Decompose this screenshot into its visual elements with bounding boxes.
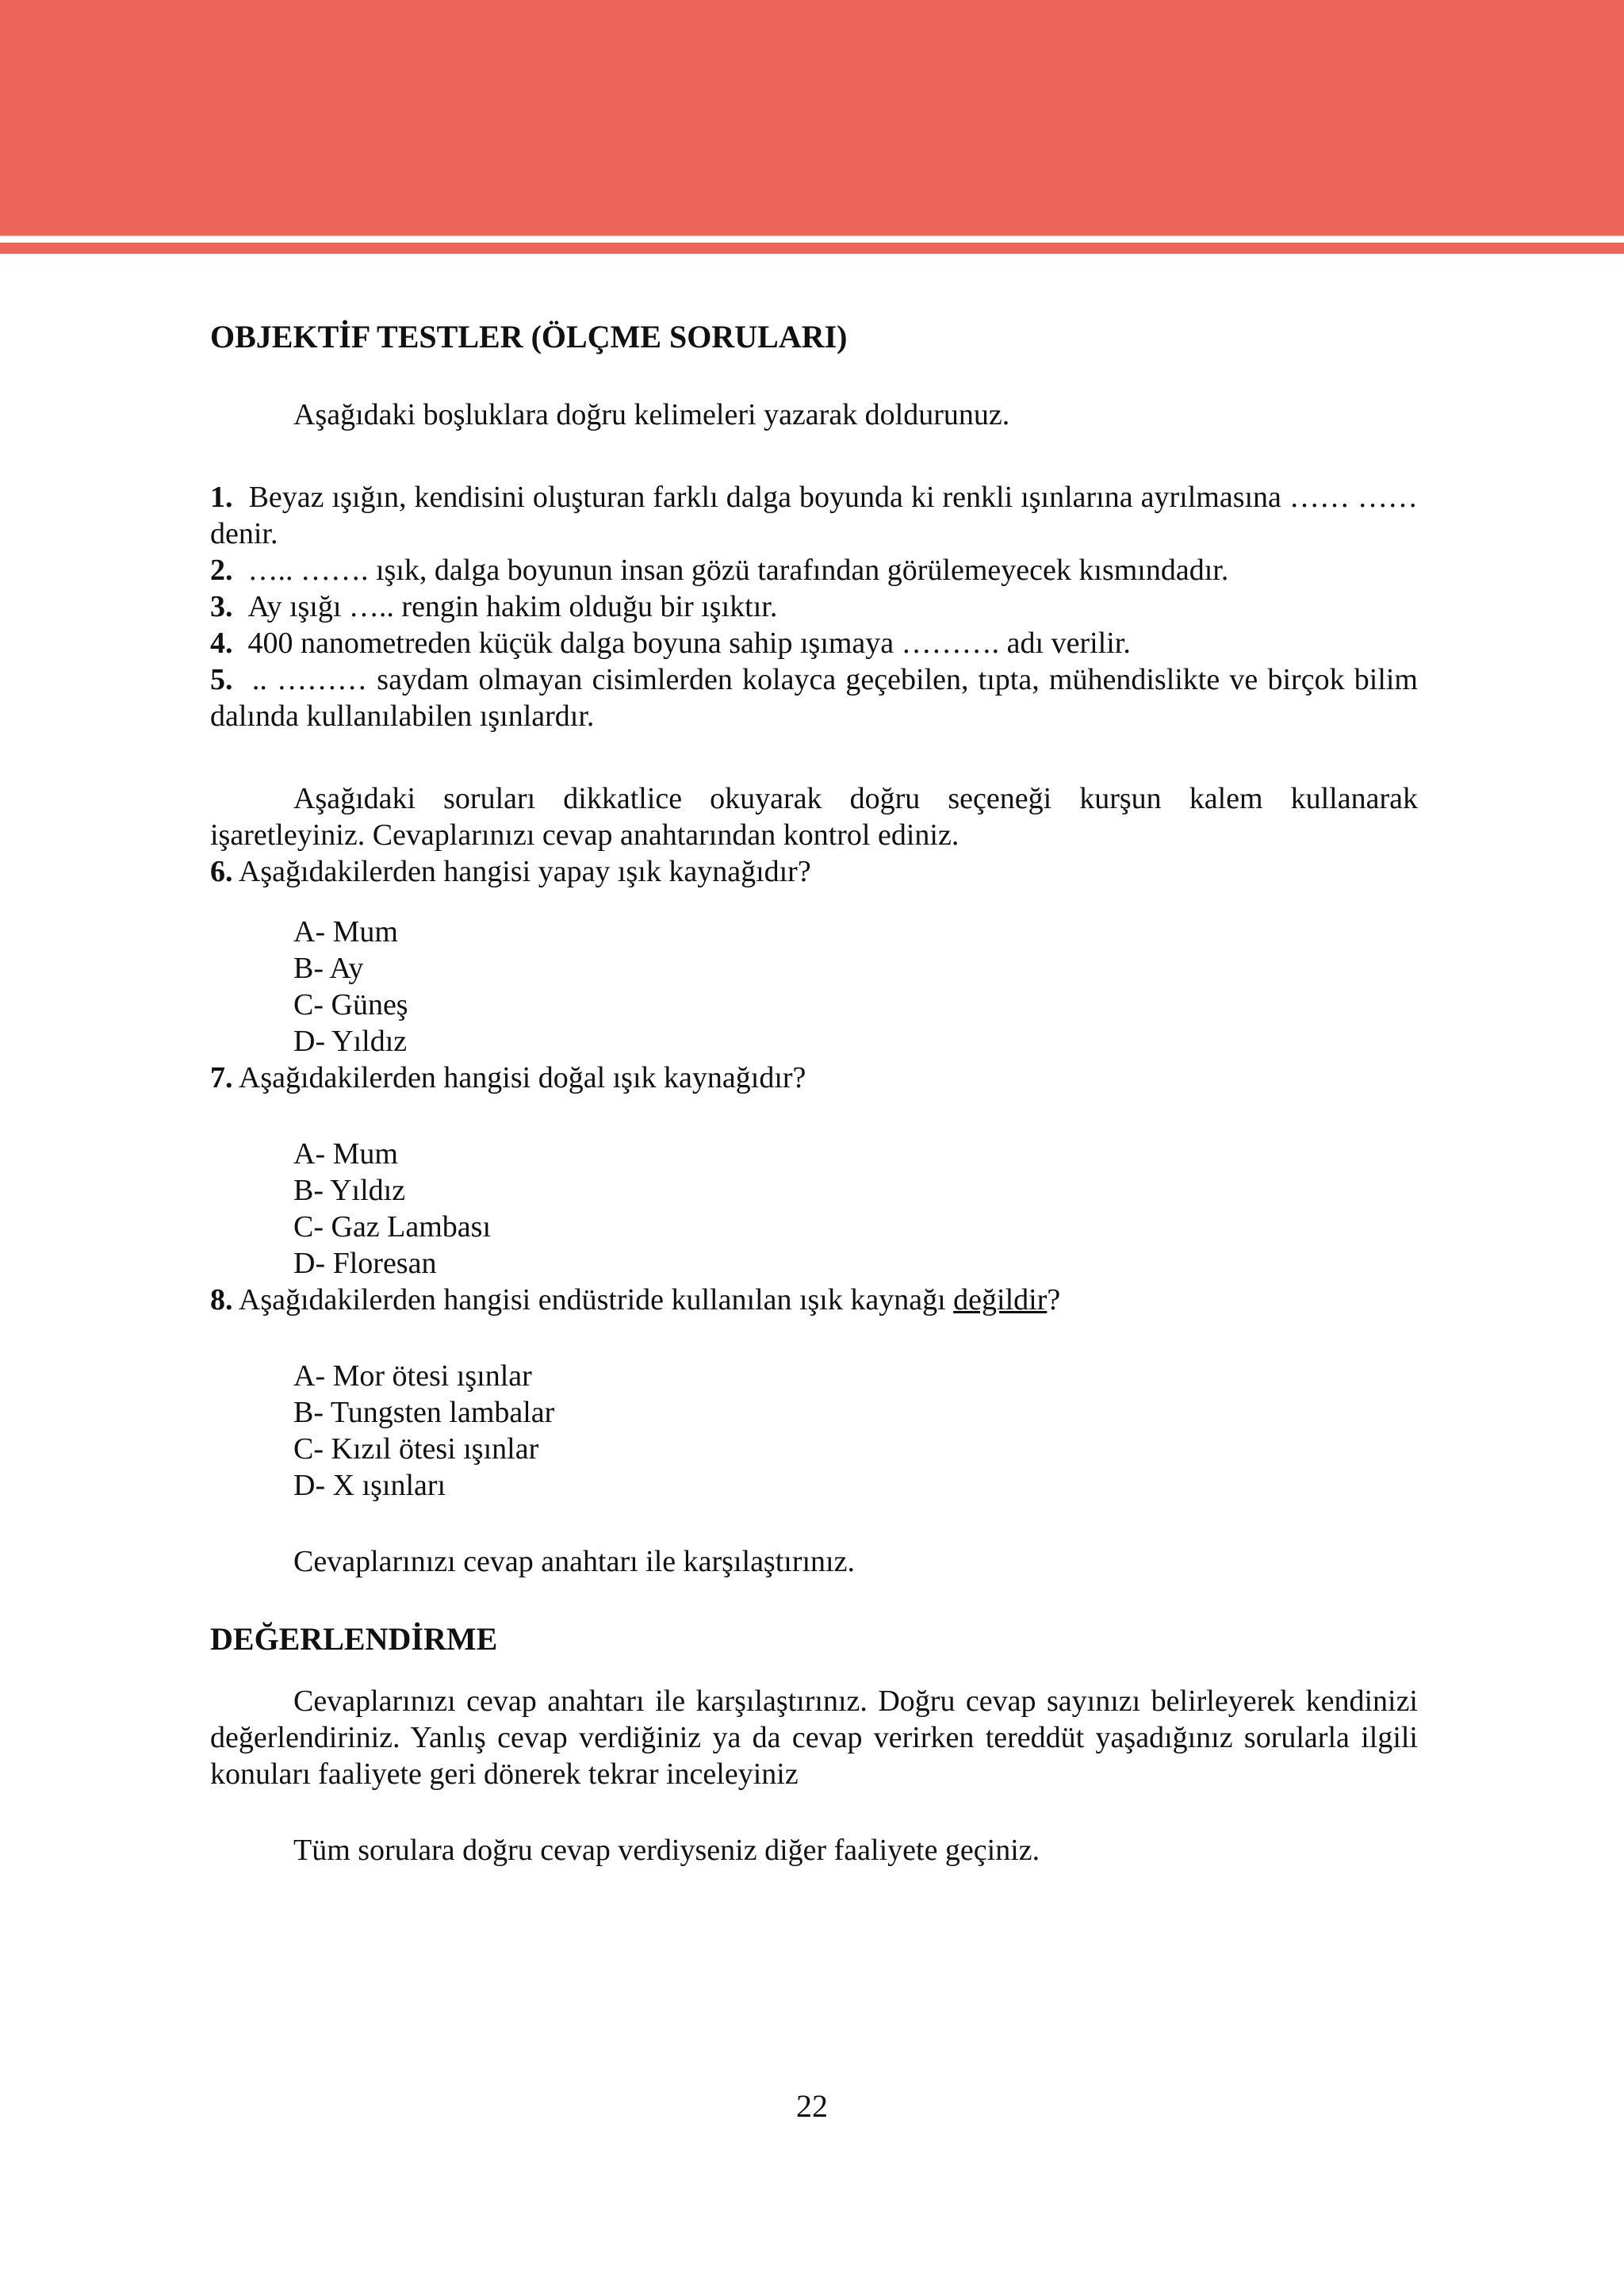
question-number: 6. — [210, 855, 233, 888]
question-6-options — [210, 914, 1418, 1060]
question-number: 7. — [210, 1061, 233, 1094]
option-d: D- Yıldız — [293, 1025, 408, 1058]
option-b: B- Yıldız — [293, 1174, 406, 1207]
question-text: Aşağıdakilerden hangisi endüstride kullanılan ışık kaynağı — [238, 1283, 954, 1317]
item-text: Ay ışığı ….. rengin hakim olduğu bir ışıktır. — [247, 590, 778, 623]
header-banner — [0, 0, 1624, 236]
item-number: 5. — [210, 663, 233, 696]
item-number: 4. — [210, 627, 233, 660]
item-number: 3. — [210, 590, 233, 623]
item-text: 400 nanometreden küçük dalga boyuna sahip ışımaya ………. adı verilir. — [247, 627, 1131, 660]
question-8-options — [210, 1358, 1418, 1504]
option-b: B- Tungsten lambalar — [293, 1396, 555, 1429]
item-number: 1. — [210, 481, 233, 514]
option-c: C- Gaz Lambası — [293, 1210, 492, 1244]
fill-item-4 — [210, 625, 1418, 661]
fill-instruction: Aşağıdaki boşluklara doğru kelimeleri yazarak doldurunuz. — [293, 398, 1010, 431]
option-a: A- Mum — [293, 1137, 398, 1171]
question-mark: ? — [1047, 1283, 1061, 1317]
evaluation-text: Cevaplarınızı cevap anahtarı ile karşılaştırınız. Doğru cevap sayınızı belirleyerek kendinizi değerlendiriniz. Yanlış cevap verdiğiniz ya da cevap verirken tereddüt yaşadığınız sorularla ilgili konuları faaliyete geri dönerek tekrar inceleyiniz — [210, 1685, 1418, 1791]
option-a: A- Mum — [293, 915, 398, 949]
header-stripe — [0, 243, 1624, 254]
final-note: Tüm sorulara doğru cevap verdiyseniz diğer faaliyete geçiniz. — [293, 1834, 1040, 1867]
option-b: B- Ay — [293, 952, 364, 985]
question-8 — [210, 1282, 1418, 1318]
fill-item-3 — [210, 588, 1418, 625]
item-text: ….. ……. ışık, dalga boyunun insan gözü tarafından görülemeyecek kısmındadır. — [247, 554, 1229, 587]
item-text: Beyaz ışığın, kendisini oluşturan farklı dalga boyunda ki renkli ışınlarına ayrılmasına …… …… denir. — [210, 481, 1418, 550]
question-number: 8. — [210, 1283, 233, 1317]
page-number: 22 — [796, 2088, 828, 2124]
mc-instruction: Aşağıdaki soruları dikkatlice okuyarak doğru seçeneği kurşun kalem kullanarak işaretleyiniz. Cevaplarınızı cevap anahtarından kontrol ediniz. — [210, 782, 1418, 852]
compare-note: Cevaplarınızı cevap anahtarı ile karşılaştırınız. — [293, 1545, 855, 1578]
question-6 — [210, 853, 1418, 890]
fill-item-2 — [210, 552, 1418, 588]
question-7 — [210, 1060, 1418, 1096]
item-text: .. ……… saydam olmayan cisimlerden kolayca geçebilen, tıpta, mühendislikte ve birçok bilim dalında kullanılabilen ışınlardır. — [210, 663, 1418, 733]
section-title: OBJEKTİF TESTLER (ÖLÇME SORULARI) — [210, 319, 848, 355]
option-a: A- Mor ötesi ışınlar — [293, 1359, 532, 1393]
option-c: C- Güneş — [293, 988, 408, 1021]
fill-in-list — [210, 479, 1418, 734]
option-d: D- Floresan — [293, 1247, 437, 1280]
option-c: C- Kızıl ötesi ışınlar — [293, 1432, 539, 1466]
option-d: D- X ışınları — [293, 1469, 446, 1502]
question-text: Aşağıdakilerden hangisi doğal ışık kaynağıdır? — [238, 1061, 806, 1094]
page-content — [210, 317, 1418, 1868]
fill-item-5 — [210, 661, 1418, 734]
question-7-options — [210, 1136, 1418, 1282]
fill-item-1 — [210, 479, 1418, 552]
item-number: 2. — [210, 554, 233, 587]
evaluation-title: DEĞERLENDİRME — [210, 1621, 498, 1657]
question-text: Aşağıdakilerden hangisi yapay ışık kaynağıdır? — [238, 855, 811, 888]
question-emphasis: değildir — [953, 1283, 1048, 1317]
